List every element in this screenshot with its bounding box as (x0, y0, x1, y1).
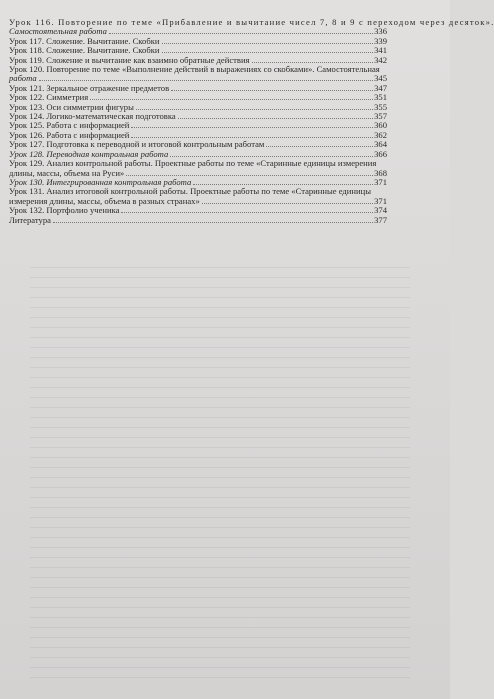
leader-dots (53, 222, 373, 223)
toc-entry-text: длины, массы, объема на Руси» (9, 167, 125, 178)
toc-entry-text: Урок 120. Повторение по теме «Выполнение действий в выражениях со скобками». Самостоятельная (9, 64, 380, 75)
toc-entry-text: Урок 128. Переводная контрольная работа (9, 148, 169, 159)
page-number: 345 (374, 73, 387, 84)
toc-entry-text: Урок 117. Сложение. Вычитание. Скобки (9, 35, 160, 46)
leader-dots (136, 109, 373, 110)
page-number: 366 (374, 148, 387, 159)
toc-entry-text: Урок 129. Анализ контрольной работы. Проектные работы по теме «Старинные единицы измерения (9, 158, 377, 169)
leader-dots (193, 184, 373, 185)
leader-dots (202, 203, 373, 204)
toc-entry-text: Урок 121. Зеркальное отражение предметов (9, 82, 170, 93)
page-number: 364 (374, 139, 387, 150)
toc-entry-text: Урок 127. Подготовка к переводной и итоговой контрольным работам (9, 139, 265, 150)
page-number: 368 (374, 167, 387, 178)
toc-entry-text: Литература (9, 214, 51, 225)
leader-dots (131, 127, 373, 128)
leader-dots (252, 62, 374, 63)
toc-entry-lesson-116[interactable] (9, 17, 494, 37)
toc-entry-text: работа (9, 73, 37, 84)
toc-entry-text: Урок 131. Анализ итоговой контрольной работы. Проектные работы по теме «Старинные единицы (9, 186, 371, 197)
toc-entry-lesson-132[interactable] (9, 206, 387, 215)
leader-dots (162, 52, 374, 53)
page-number: 347 (374, 82, 387, 93)
page-number: 362 (374, 129, 387, 140)
leader-dots (131, 137, 373, 138)
page-number: 371 (374, 176, 387, 187)
leader-dots (162, 43, 374, 44)
toc-entry-text: Урок 116. Повторение по теме «Прибавление и вычитание чисел 7, 8 и 9 с переходом через десяток». (9, 17, 494, 27)
page-number: 342 (374, 54, 387, 65)
toc-entry-text: Самостоятельная работа (9, 26, 107, 37)
toc-entry-text: Урок 125. Работа с информацией (9, 120, 130, 131)
page-number: 374 (374, 205, 387, 216)
page-number: 339 (374, 35, 387, 46)
show-through-text (30, 260, 410, 680)
leader-dots (170, 156, 373, 157)
leader-dots (126, 175, 373, 176)
page-number: 341 (374, 45, 387, 56)
toc-entry-text: Урок 126. Работа с информацией (9, 129, 130, 140)
leader-dots (90, 99, 373, 100)
page-number: 355 (374, 101, 387, 112)
leader-dots (178, 118, 373, 119)
toc-entry-text: Урок 124. Логико-математическая подготовка (9, 111, 176, 122)
page-number: 360 (374, 120, 387, 131)
toc-entry-text: Урок 130. Интегрированная контрольная работа (9, 176, 192, 187)
page-number: 371 (374, 195, 387, 206)
table-of-contents (9, 17, 494, 225)
toc-entry-lesson-129[interactable] (9, 159, 387, 178)
page-number: 336 (374, 26, 387, 37)
toc-entry-lesson-120[interactable] (9, 65, 387, 84)
page-number: 377 (374, 214, 387, 225)
toc-entry-lesson-131[interactable] (9, 187, 387, 206)
leader-dots (121, 212, 373, 213)
leader-dots (39, 80, 373, 81)
toc-entry-text: Урок 132. Портфолио ученика (9, 205, 120, 216)
toc-entry-text: Урок 123. Оси симметрии фигуры (9, 101, 134, 112)
leader-dots (266, 146, 373, 147)
leader-dots (171, 90, 373, 91)
toc-entry-text: измерения длины, массы, объема в разных странах» (9, 195, 200, 206)
leader-dots (109, 33, 373, 34)
toc-entry-text: Урок 119. Сложение и вычитание как взаимно обратные действия (9, 54, 250, 65)
page-number: 351 (374, 92, 387, 103)
toc-entry-text: Урок 118. Сложение. Вычитание. Скобки (9, 45, 160, 56)
toc-entry-text: Урок 122. Симметрия (9, 92, 89, 103)
toc-entry-literature[interactable] (9, 216, 387, 225)
page-number: 357 (374, 111, 387, 122)
